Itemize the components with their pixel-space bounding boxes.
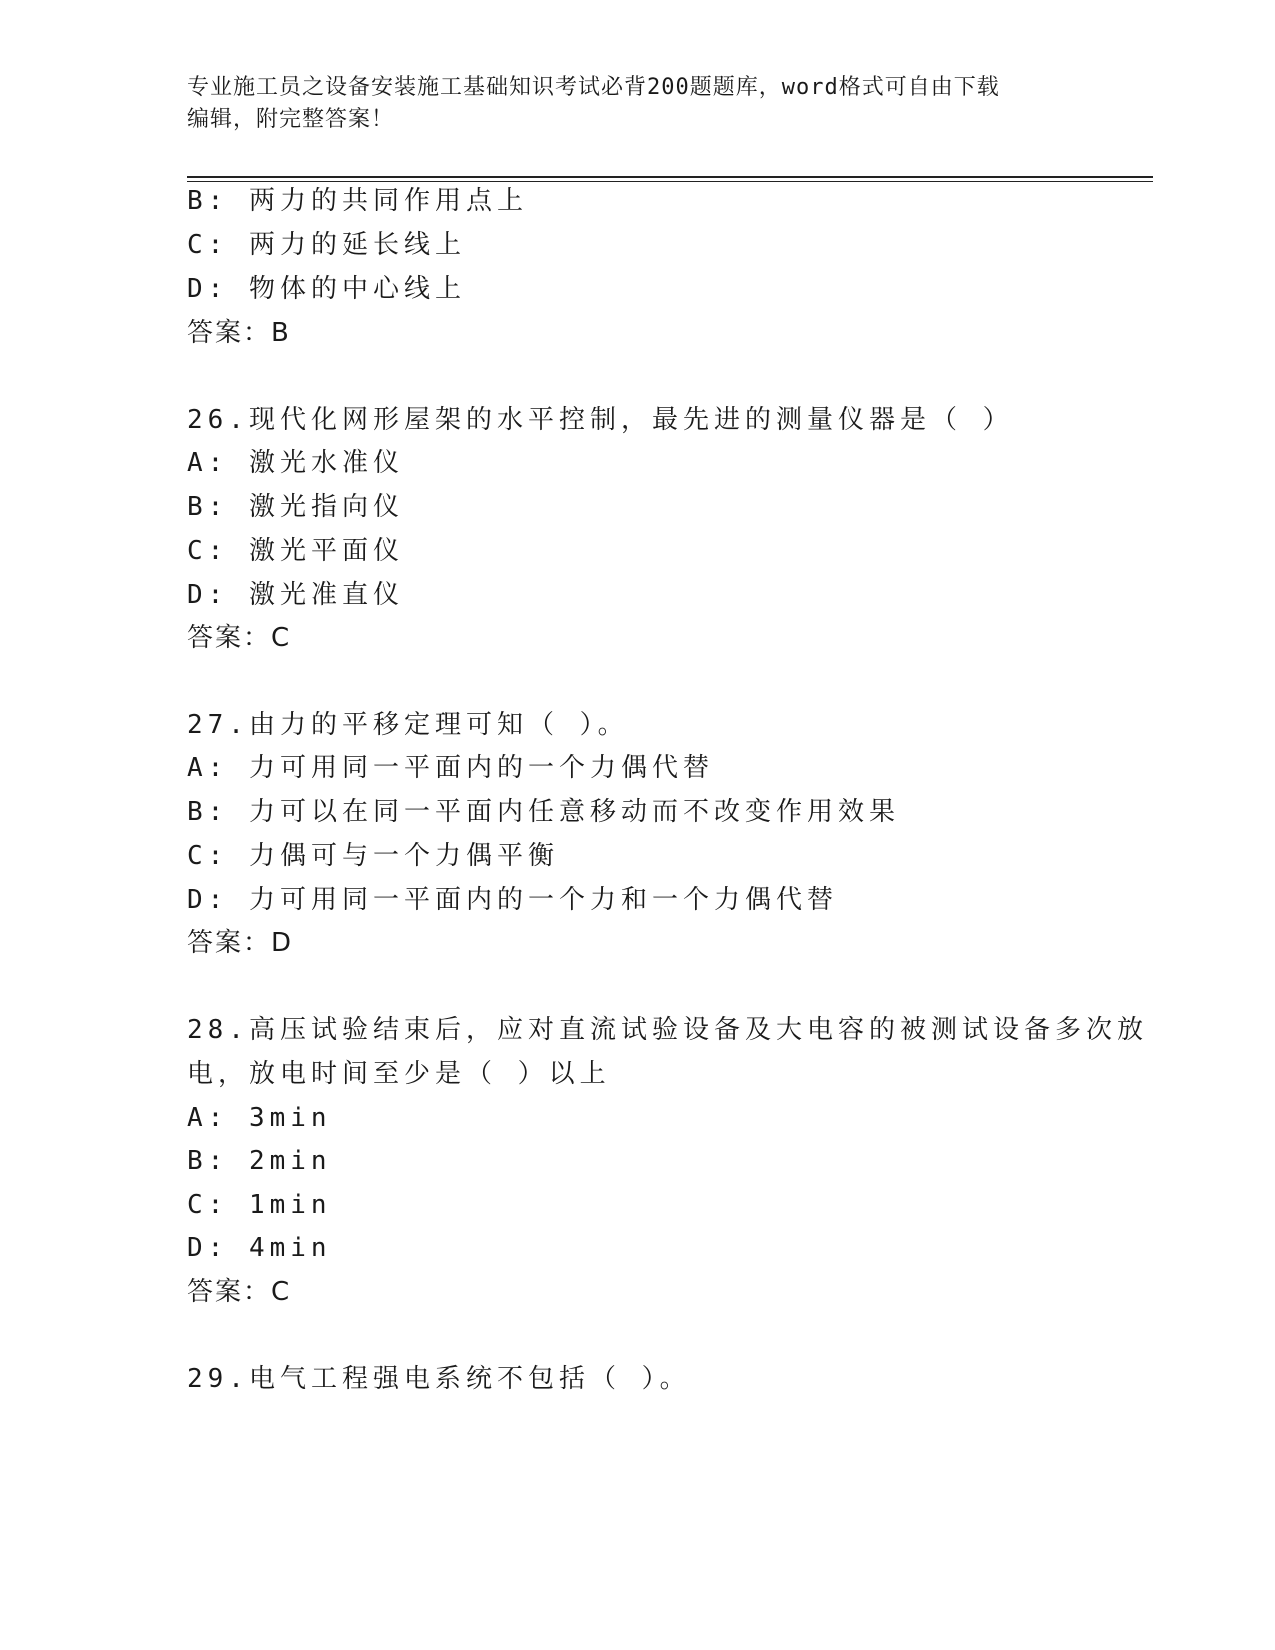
q26-option-a: A: 激光水准仪 xyxy=(187,448,404,478)
q26-option-c: C: 激光平面仪 xyxy=(187,536,404,566)
header-divider-thin xyxy=(187,181,1153,182)
q27-option-d: D: 力可用同一平面内的一个力和一个力偶代替 xyxy=(187,885,838,915)
q27-answer: 答案：D xyxy=(187,928,294,958)
q27-option-a: A: 力可用同一平面内的一个力偶代替 xyxy=(187,753,714,783)
q28-question-line-1: 28.高压试验结束后，应对直流试验设备及大电容的被测试设备多次放 xyxy=(187,1015,1148,1045)
header-title-line-1: 专业施工员之设备安装施工基础知识考试必背200题题库，word格式可自由下载 xyxy=(187,75,1000,100)
q25-option-c: C: 两力的延长线上 xyxy=(187,230,466,260)
q25-answer: 答案：B xyxy=(187,318,291,348)
q26-option-b: B: 激光指向仪 xyxy=(187,492,404,522)
q28-option-a: A: 3min xyxy=(187,1103,332,1133)
q27-question: 27.由力的平移定理可知（ ）。 xyxy=(187,710,629,740)
q27-option-b: B: 力可以在同一平面内任意移动而不改变作用效果 xyxy=(187,797,900,827)
document-header xyxy=(187,72,1087,136)
q26-option-d: D: 激光准直仪 xyxy=(187,580,404,610)
header-title-line-2: 编辑，附完整答案！ xyxy=(187,107,395,132)
q28-question-line-2: 电，放电时间至少是（ ）以上 xyxy=(187,1059,611,1089)
q26-answer: 答案：C xyxy=(187,623,292,653)
q29-question: 29.电气工程强电系统不包括（ ）。 xyxy=(187,1364,691,1394)
q28-option-c: C: 1min xyxy=(187,1190,332,1220)
q26-question: 26.现代化网形屋架的水平控制，最先进的测量仪器是（ ） xyxy=(187,405,1014,435)
q28-answer: 答案：C xyxy=(187,1277,292,1307)
q25-option-b: B: 两力的共同作用点上 xyxy=(187,186,528,216)
q28-option-d: D: 4min xyxy=(187,1233,332,1263)
q25-option-d: D: 物体的中心线上 xyxy=(187,274,466,304)
q27-option-c: C: 力偶可与一个力偶平衡 xyxy=(187,841,559,871)
q28-option-b: B: 2min xyxy=(187,1146,332,1176)
header-divider-thick xyxy=(187,176,1153,178)
